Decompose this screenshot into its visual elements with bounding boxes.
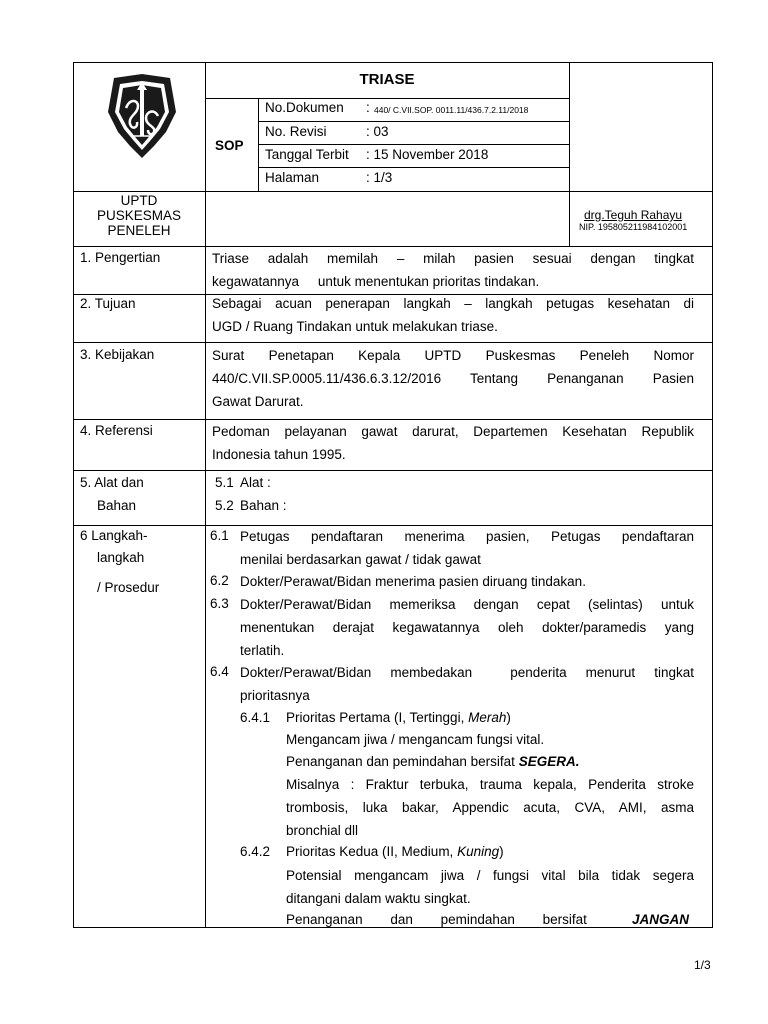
org-name-line1: UPTD [120, 193, 158, 208]
alat-number: 5.1 [215, 475, 234, 490]
kebijakan-label: 3. Kebijakan [80, 347, 155, 362]
priority-1-line-2 [286, 753, 579, 771]
text-line: 440/C.VII.SP.0005.11/436.6.3.12/2016 Tentang Penanganan Pasien [212, 371, 694, 386]
priority-2-title-c: ) [499, 844, 504, 859]
pengertian-label: 1. Pengertian [80, 250, 161, 265]
no-revisi-value: : 03 [366, 124, 389, 139]
alat-text: Alat : [240, 475, 271, 490]
text-line: Dokter/Perawat/Bidan memeriksa dengan cepat (selintas) untuk [240, 597, 694, 612]
text-line: Misalnya : Fraktur terbuka, trauma kepala, Penderita stroke [286, 777, 694, 792]
bahan-number: 5.2 [215, 498, 234, 513]
no-dokumen-value: 440/ C.VII.SOP. 0011.11/436.7.2.11/2018 [374, 105, 529, 115]
priority-1-urgency: SEGERA. [518, 754, 580, 769]
langkah-label-2: langkah [97, 550, 145, 565]
no-dokumen-separator: : [366, 100, 370, 115]
substep-number: 6.4.2 [240, 844, 271, 859]
text-line: trombosis, luka bakar, Appendic acuta, CVA, AMI, asma [286, 800, 694, 815]
divider [258, 121, 569, 122]
divider [258, 167, 569, 168]
priority-1-line-1: Mengancam jiwa / mengancam fungsi vital. [286, 732, 545, 747]
step-number: 6.3 [210, 596, 229, 611]
document-title: TRIASE [359, 71, 415, 88]
priority-1-examples [286, 773, 694, 842]
pengertian-text [212, 247, 694, 293]
page-number: 1/3 [694, 958, 711, 972]
halaman-value: : 1/3 [366, 170, 393, 185]
step-6-4-text [240, 661, 694, 707]
text-line: prioritasnya [240, 688, 310, 703]
city-emblem-logo [104, 72, 180, 160]
kebijakan-text [212, 344, 694, 413]
priority-2-urgency: JANGAN [632, 912, 690, 927]
text-line: Dokter/Perawat/Bidan menerima pasien diruang tindakan. [240, 574, 586, 589]
text-line: terlatih. [240, 643, 285, 658]
sop-label: SOP [215, 138, 244, 153]
text-line: menentukan derajat kegawatannya oleh dokter/paramedis yang [240, 620, 694, 635]
no-revisi-label: No. Revisi [265, 124, 327, 139]
step-number: 6.1 [210, 528, 229, 543]
tujuan-text [212, 292, 694, 338]
divider [569, 62, 570, 246]
org-name-line2: PUSKESMAS [96, 208, 182, 223]
referensi-label: 4. Referensi [80, 423, 153, 438]
priority-1-line-2a: Penanganan dan pemindahan bersifat [286, 754, 519, 769]
divider [258, 144, 569, 145]
priority-2-line-3a: Penanganan dan pemindahan bersifat [286, 912, 587, 927]
tujuan-label: 2. Tujuan [80, 296, 136, 311]
divider [205, 98, 569, 99]
text-line: bronchial dll [286, 823, 359, 838]
text-line: Potensial mengancam jiwa / fungsi vital bila tidak segera [286, 868, 694, 883]
text-line: UGD / Ruang Tindakan untuk melakukan triase. [212, 319, 498, 334]
tanggal-terbit-label: Tanggal Terbit [265, 147, 349, 162]
divider [73, 470, 713, 471]
step-number: 6.4 [210, 664, 229, 679]
text-line: kegawatannya untuk menentukan prioritas tindakan. [212, 274, 540, 289]
priority-2-color: Kuning [457, 844, 500, 859]
priority-1-title [286, 709, 511, 727]
priority-2-title-a: Prioritas Kedua (II, Medium, [286, 844, 458, 859]
text-line: Triase adalah memilah – milah pasien sesuai dengan tingkat [212, 251, 694, 266]
priority-2-title [286, 843, 504, 861]
org-name-line3: PENELEH [107, 223, 171, 238]
halaman-label: Halaman [265, 170, 320, 185]
alat-bahan-label-1: 5. Alat dan [80, 475, 144, 490]
no-dokumen-label: No.Dokumen [265, 100, 344, 115]
text-line: Petugas pendaftaran menerima pasien, Petugas pendaftaran [240, 529, 694, 544]
tanggal-terbit-value: : 15 November 2018 [366, 147, 489, 162]
langkah-label-3: / Prosedur [97, 580, 160, 595]
text-line: Gawat Darurat. [212, 394, 304, 409]
text-line: ditangani dalam waktu singkat. [286, 891, 471, 906]
priority-2-text [286, 864, 694, 910]
bahan-text: Bahan : [240, 498, 287, 513]
step-number: 6.2 [210, 573, 229, 588]
priority-1-color: Merah [468, 710, 507, 725]
text-line: Surat Penetapan Kepala UPTD Puskesmas Peneleh Nomor [212, 348, 694, 363]
langkah-label-1: 6 Langkah- [80, 528, 148, 543]
priority-1-title-a: Prioritas Pertama (I, Tertinggi, [286, 710, 469, 725]
text-line: Dokter/Perawat/Bidan membedakan penderita menurut tingkat [240, 665, 694, 680]
divider [73, 342, 713, 343]
step-6-2-text [240, 570, 694, 593]
referensi-text [212, 420, 694, 466]
signer-nip: NIP. 195805211984102001 [579, 222, 688, 232]
alat-bahan-label-2: Bahan [97, 498, 137, 513]
text-line: Indonesia tahun 1995. [212, 447, 346, 462]
text-line: Pedoman pelayanan gawat darurat, Departemen Kesehatan Republik [212, 424, 694, 439]
text-line: menilai berdasarkan gawat / tidak gawat [240, 552, 481, 567]
priority-1-title-c: ) [506, 710, 511, 725]
step-6-1-text [240, 525, 694, 571]
text-line: Sebagai acuan penerapan langkah – langkah petugas kesehatan di [212, 296, 694, 311]
step-6-3-text [240, 593, 694, 662]
substep-number: 6.4.1 [240, 710, 271, 725]
signer-name: drg.Teguh Rahayu [584, 208, 683, 222]
